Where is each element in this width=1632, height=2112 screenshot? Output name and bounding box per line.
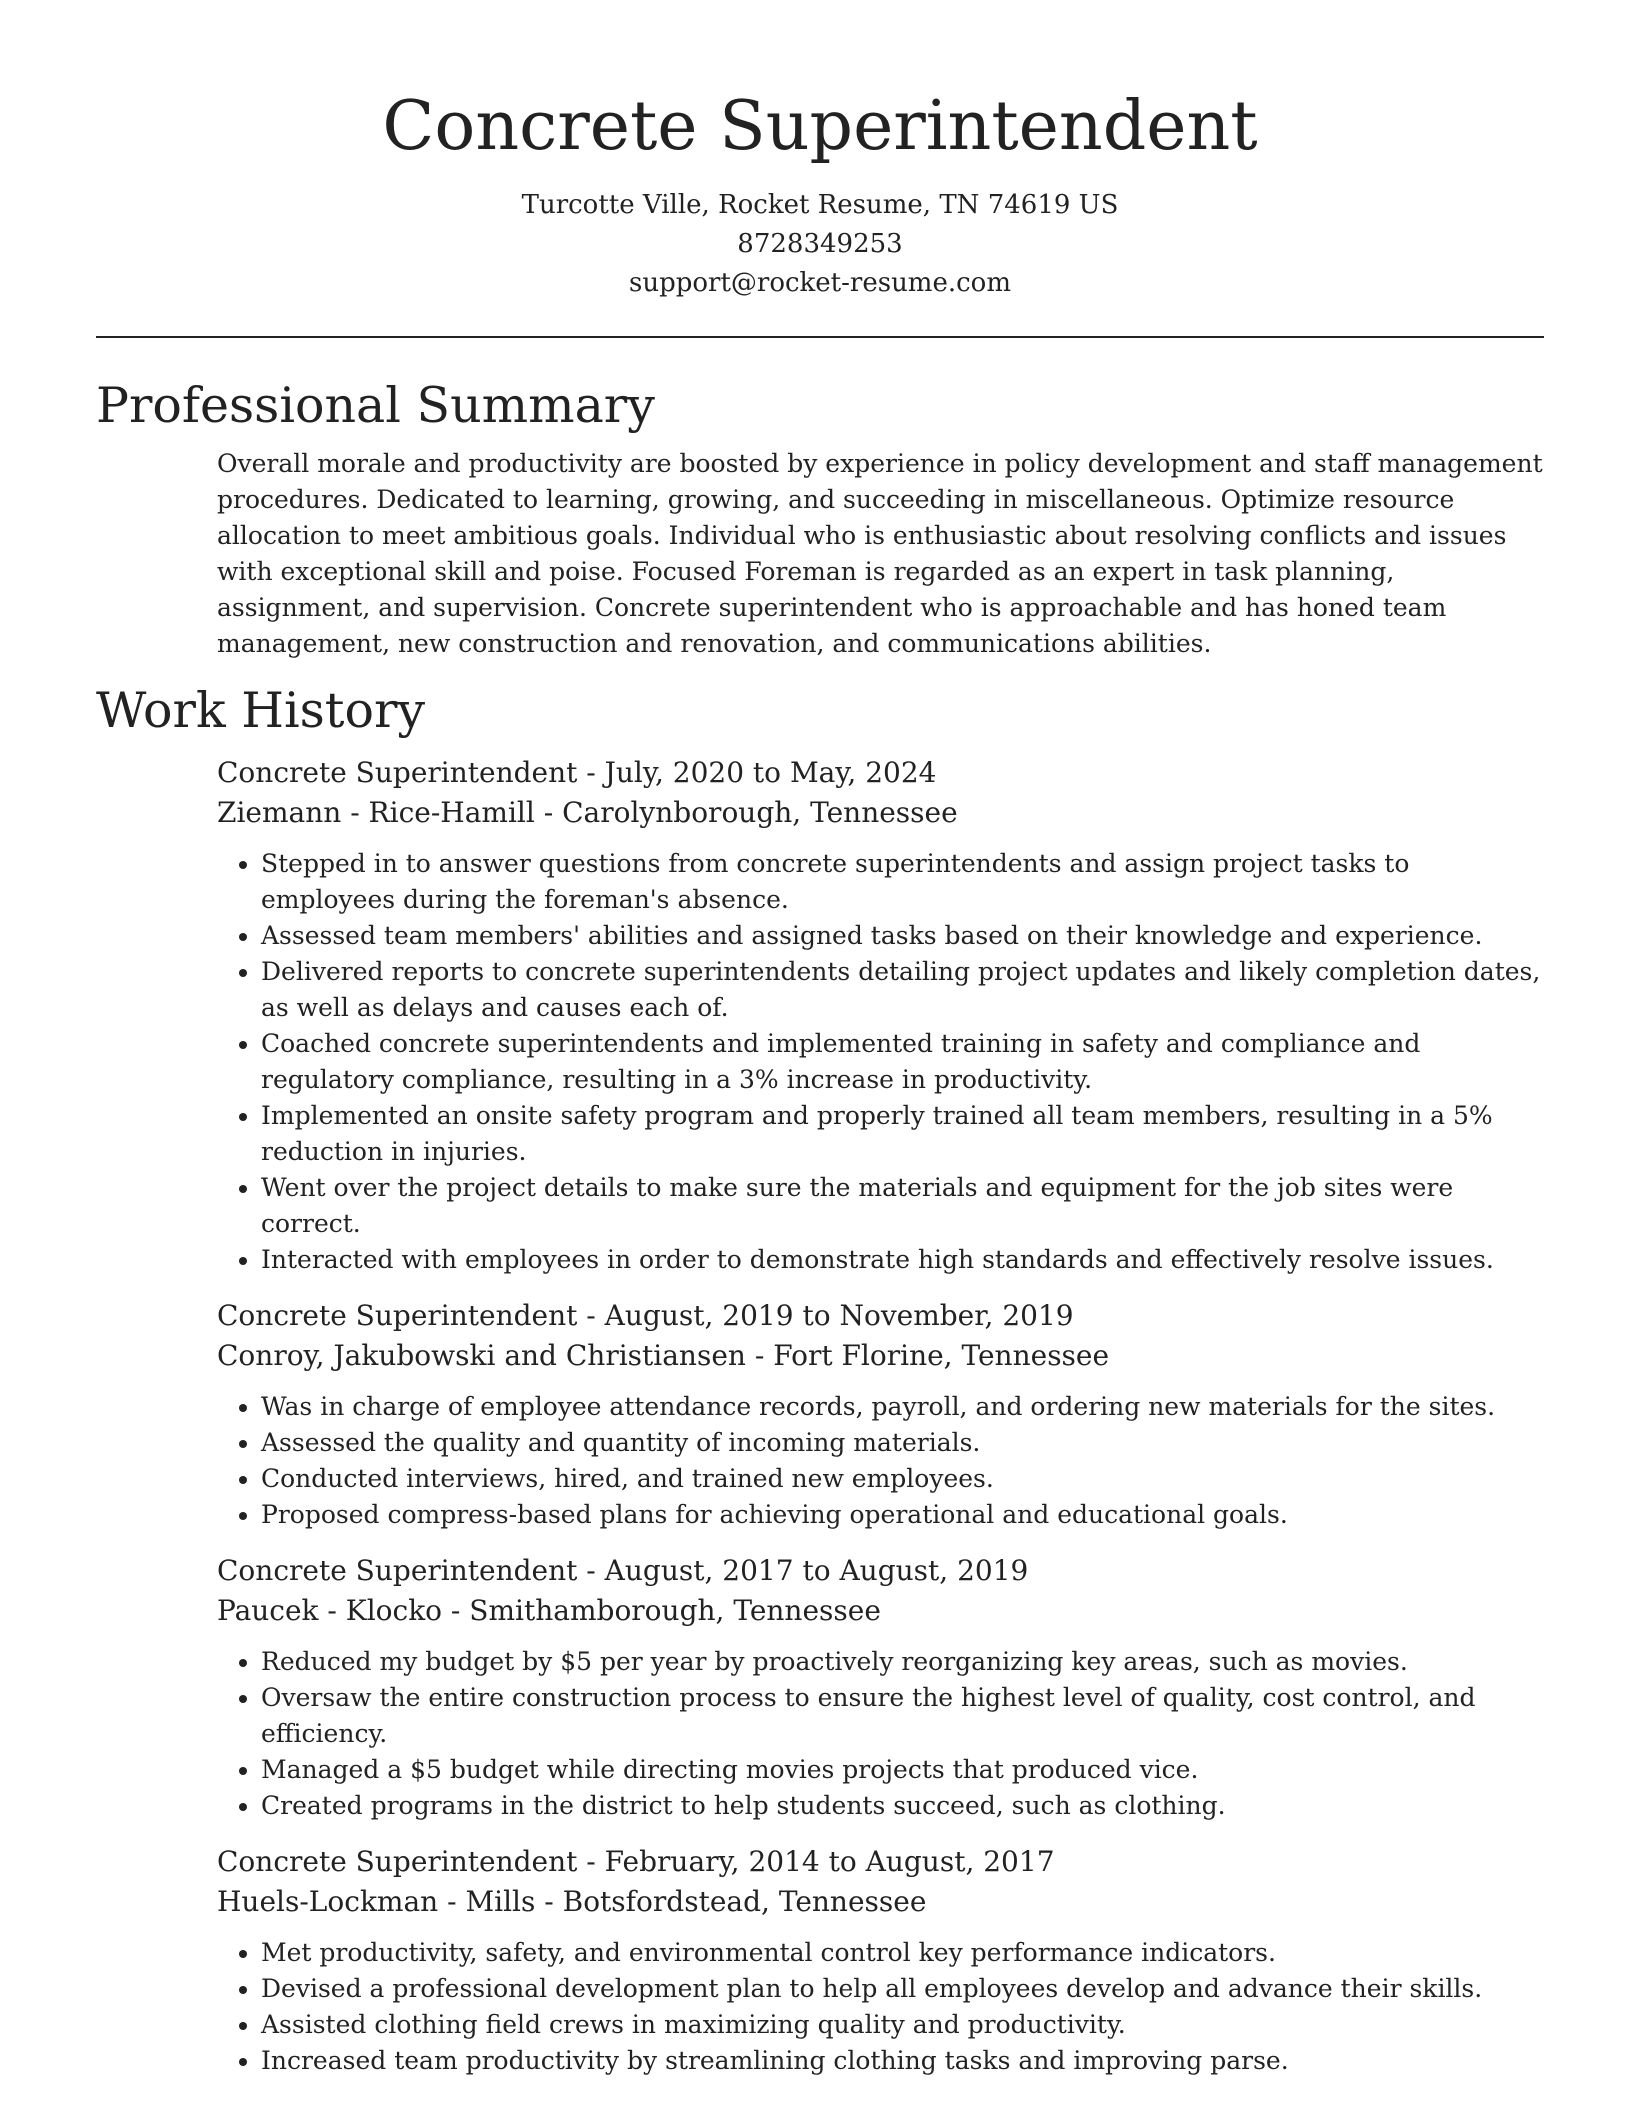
job-company-line <box>217 1591 1544 1631</box>
job-duties <box>217 1644 1544 1824</box>
duty-item: • Met productivity, safety, and environmental control key performance indicators. <box>261 1935 1544 1971</box>
job-duties <box>217 1389 1544 1533</box>
job-title: Concrete Superintendent <box>217 756 578 789</box>
duty-item: • Conducted interviews, hired, and trained new employees. <box>261 1461 1544 1497</box>
job-title-line <box>217 753 1544 793</box>
job-dates: August, 2019 to November, 2019 <box>604 1299 1074 1332</box>
job-title: Concrete Superintendent <box>217 1845 578 1878</box>
duty-item: • Proposed compress-based plans for achieving operational and educational goals. <box>261 1497 1544 1533</box>
candidate-name: Concrete Superintendent <box>382 87 1258 166</box>
job-duties <box>217 846 1544 1278</box>
job-location: Carolynborough, Tennessee <box>562 796 958 829</box>
job-dates: August, 2017 to August, 2019 <box>604 1554 1029 1587</box>
job-entry <box>217 753 1544 1278</box>
job-location: Fort Florine, Tennessee <box>773 1339 1110 1372</box>
separator: - <box>577 1299 605 1332</box>
duty-item: • Implemented an onsite safety program and properly trained all team members, resulting in a 5% reduction in injuries. <box>261 1098 1544 1170</box>
job-entry <box>217 1842 1544 2079</box>
job-title-line <box>217 1551 1544 1591</box>
job-dates: July, 2020 to May, 2024 <box>604 756 937 789</box>
duty-item: • Devised a professional development plan to help all employees develop and advance their skills. <box>261 1971 1544 2007</box>
job-entry <box>217 1551 1544 1824</box>
duty-item: • Assessed team members' abilities and assigned tasks based on their knowledge and experience. <box>261 918 1544 954</box>
duty-item: • Managed a $5 budget while directing movies projects that produced vice. <box>261 1752 1544 1788</box>
resume-header <box>96 0 1544 303</box>
job-company: Ziemann - Rice-Hamill <box>217 796 535 829</box>
work-history-list <box>96 753 1544 2079</box>
separator: - <box>577 1554 605 1587</box>
resume-page <box>96 0 1544 2079</box>
job-title-line <box>217 1842 1544 1882</box>
duty-item: • Oversaw the entire construction process to ensure the highest level of quality, cost control, and efficiency. <box>261 1680 1544 1752</box>
separator: - <box>577 1845 605 1878</box>
separator: - <box>745 1339 774 1372</box>
job-company-line <box>217 793 1544 833</box>
job-title: Concrete Superintendent <box>217 1554 578 1587</box>
job-title-line <box>217 1296 1544 1336</box>
duty-item: • Reduced my budget by $5 per year by proactively reorganizing key areas, such as movies. <box>261 1644 1544 1680</box>
separator: - <box>442 1594 470 1627</box>
duty-item: • Went over the project details to make sure the materials and equipment for the job sites were correct. <box>261 1170 1544 1242</box>
header-divider <box>96 336 1544 338</box>
duty-item: • Stepped in to answer questions from concrete superintendents and assign project tasks to employees during the foreman's absence. <box>261 846 1544 918</box>
job-company-line <box>217 1882 1544 1922</box>
contact-address: Turcotte Ville, Rocket Resume, TN 74619 US <box>521 190 1119 220</box>
summary-text: Overall morale and productivity are boosted by experience in policy development and staff management procedures. Dedicated to learning, growing, and succeeding in miscellaneous. Optimize resource allocation to meet ambitious goals. Individual who is enthusiastic about resolving conflicts and issues with exceptional skill and poise. Focused Foreman is regarded as an expert in task planning, assignment, and supervision. Concrete superintendent who is approachable and has honed team management, new construction and renovation, and communications abilities. <box>217 449 1543 658</box>
duty-item: • Created programs in the district to help students succeed, such as clothing. <box>261 1788 1544 1824</box>
duty-item: • Coached concrete superintendents and implemented training in safety and compliance and regulatory compliance, resulting in a 3% increase in productivity. <box>261 1026 1544 1098</box>
contact-email: support@rocket-resume.com <box>628 268 1011 298</box>
duty-item: • Assisted clothing field crews in maximizing quality and productivity. <box>261 2007 1544 2043</box>
contact-phone: 8728349253 <box>737 229 903 259</box>
job-entry <box>217 1296 1544 1533</box>
duty-item: • Delivered reports to concrete superintendents detailing project updates and likely completion dates, as well as delays and causes each of. <box>261 954 1544 1026</box>
job-company: Conroy, Jakubowski and Christiansen <box>217 1339 746 1372</box>
job-title: Concrete Superintendent <box>217 1299 578 1332</box>
job-duties <box>217 1935 1544 2079</box>
job-dates: February, 2014 to August, 2017 <box>604 1845 1055 1878</box>
separator: - <box>535 1885 563 1918</box>
job-company: Huels-Lockman - Mills <box>217 1885 536 1918</box>
duty-item: • Increased team productivity by streamlining clothing tasks and improving parse. <box>261 2043 1544 2079</box>
job-company-line <box>217 1336 1544 1376</box>
duty-item: • Interacted with employees in order to demonstrate high standards and effectively resolve issues. <box>261 1242 1544 1278</box>
job-company: Paucek - Klocko <box>217 1594 443 1627</box>
job-location: Botsfordstead, Tennessee <box>562 1885 927 1918</box>
job-location: Smithamborough, Tennessee <box>469 1594 881 1627</box>
summary-heading: Professional Summary <box>96 377 655 434</box>
separator: - <box>534 796 563 829</box>
work-history-heading: Work History <box>96 682 426 739</box>
duty-item: • Was in charge of employee attendance records, payroll, and ordering new materials for the sites. <box>261 1389 1544 1425</box>
separator: - <box>577 756 605 789</box>
duty-item: • Assessed the quality and quantity of incoming materials. <box>261 1425 1544 1461</box>
